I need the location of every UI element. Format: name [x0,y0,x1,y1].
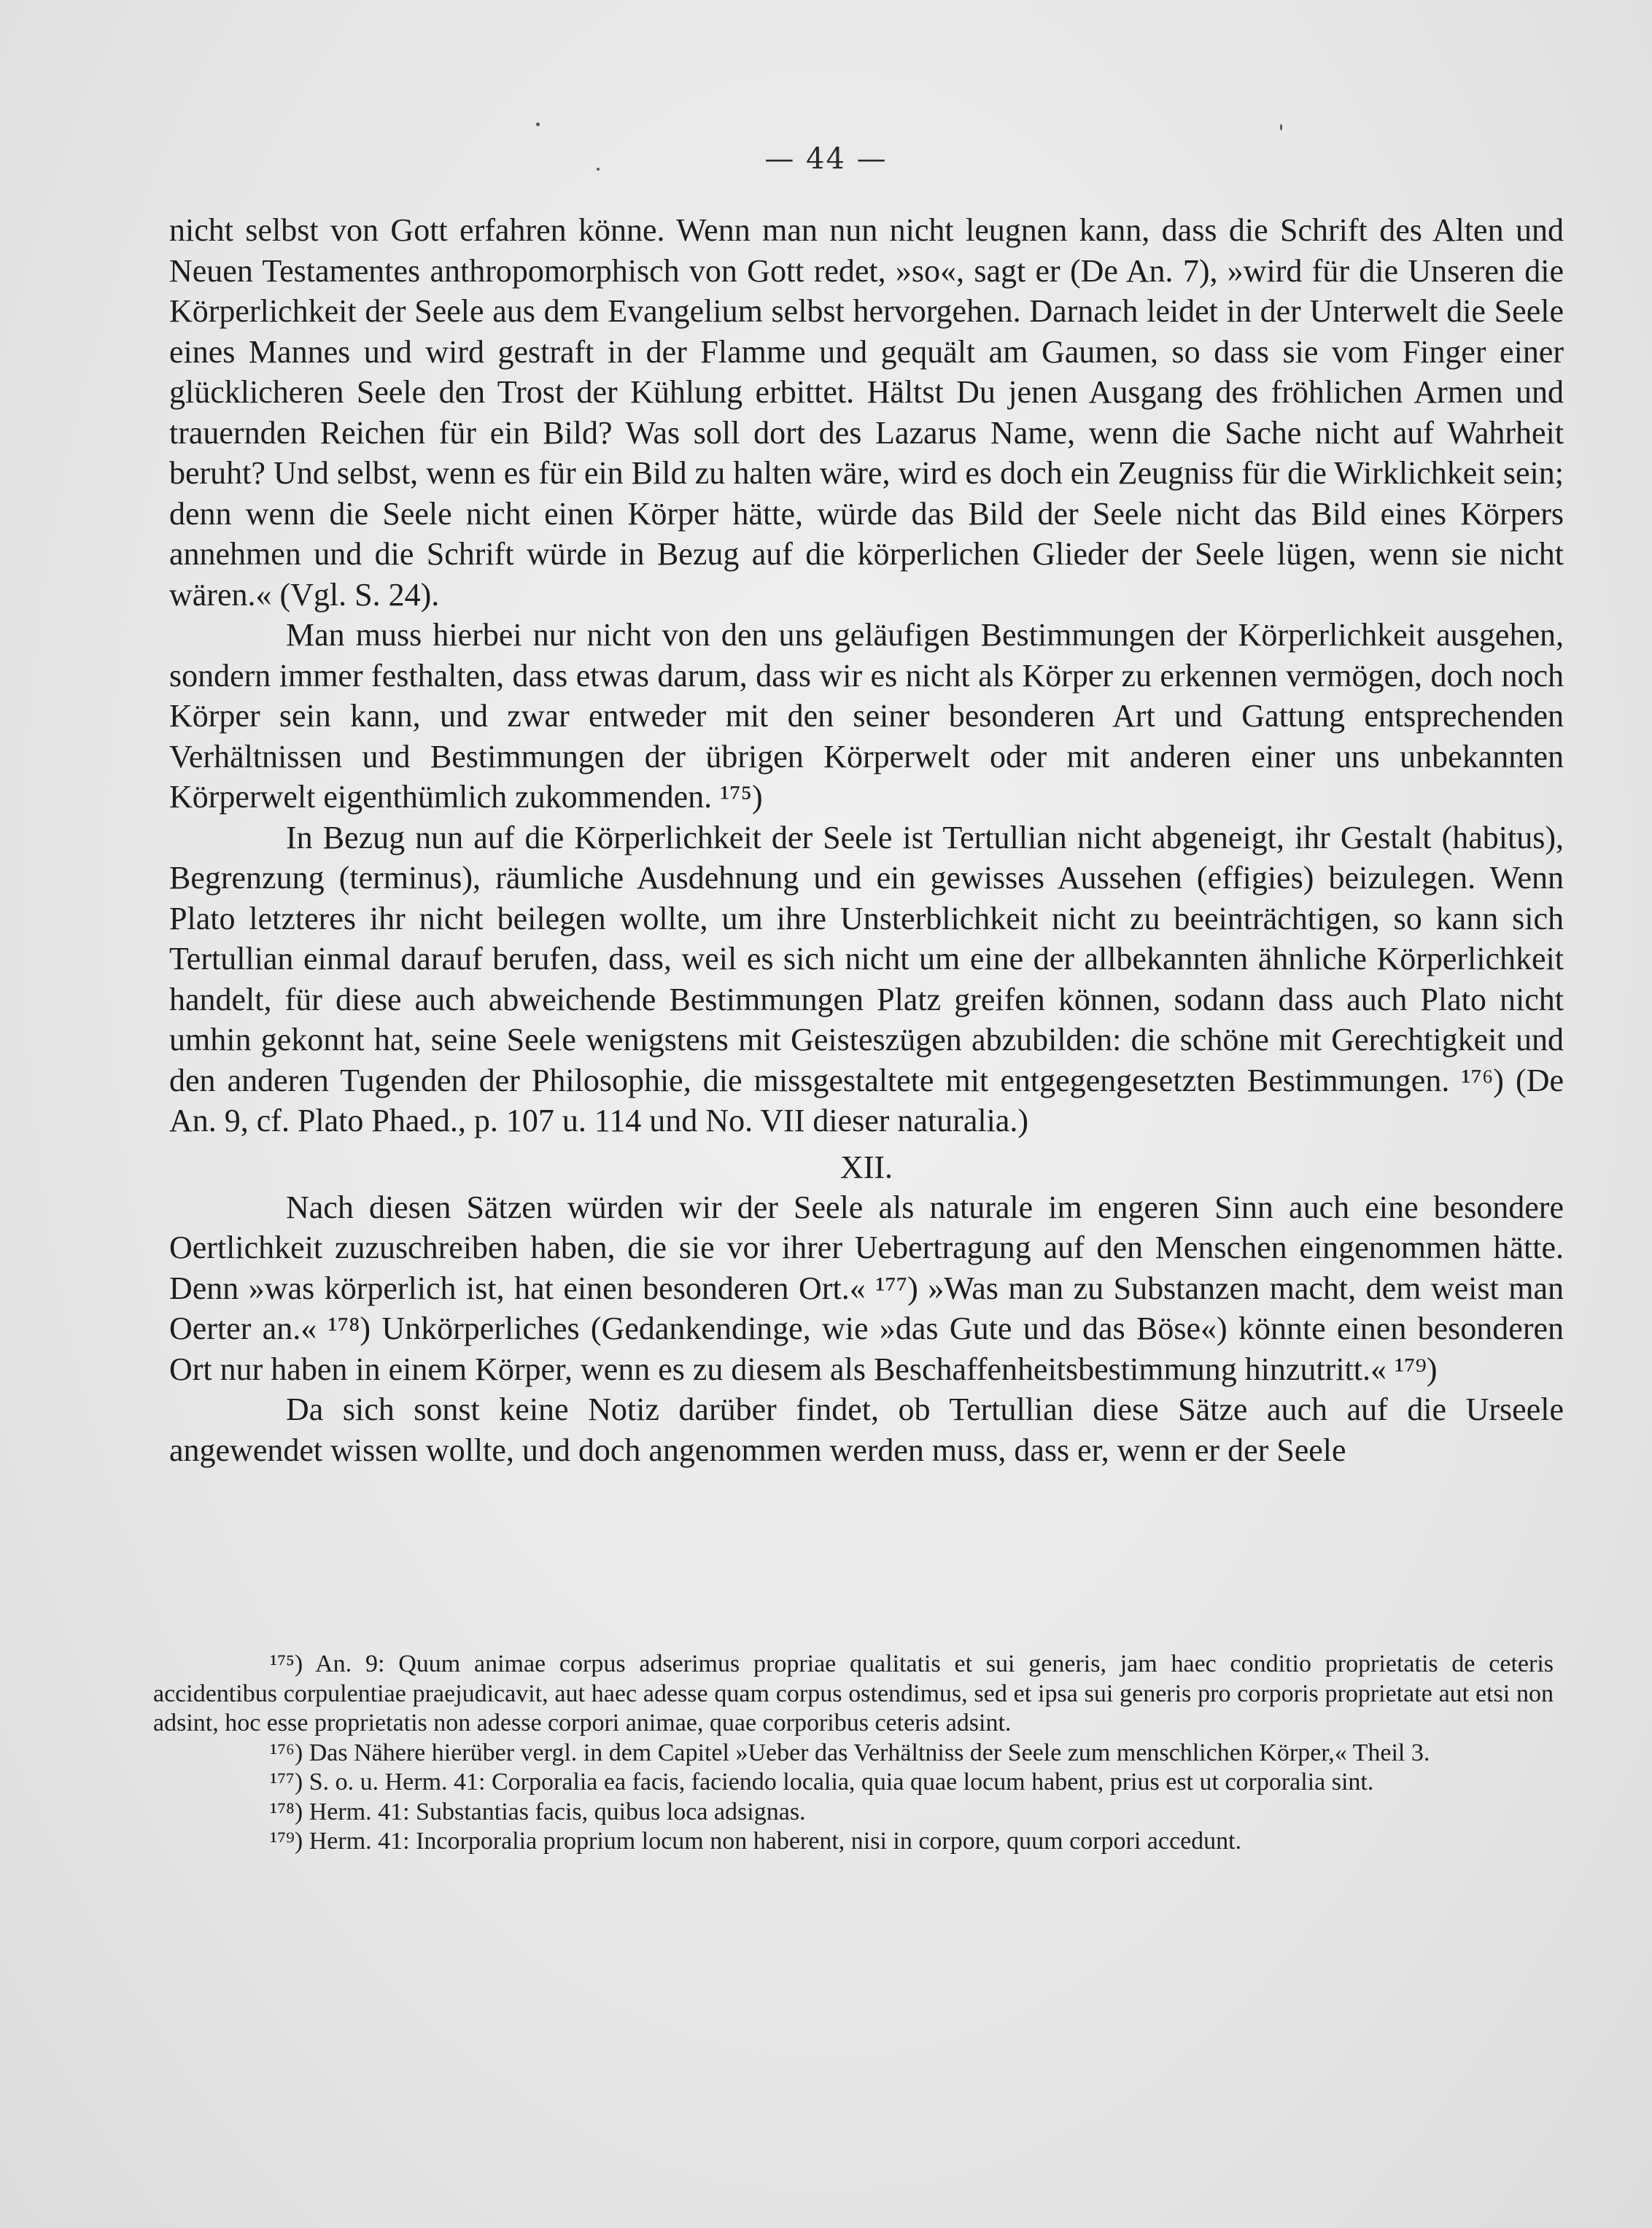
paper-speck [1280,124,1282,131]
paragraph: In Bezug nun auf die Körperlichkeit der Seele ist Tertullian nicht abgeneigt, ihr Gestalt (habitus), Begrenzung (terminus), räumliche Ausdehnung und ein gewisses Aussehen (effigies) beizulegen. Wenn Plato letzteres ihr nicht beilegen wollte, um ihre Unsterblichkeit nicht zu beeinträchtigen, so kann sich Tertullian einmal darauf berufen, dass, weil es sich nicht um eine der allbekannten ähnliche Körperlichkeit handelt, für diese auch abweichende Bestimmungen Platz greifen können, sodann dass auch Plato nicht umhin gekonnt hat, seine Seele wenigstens mit Geisteszügen abzubilden: die schöne mit Gerechtigkeit und den anderen Tugenden der Philosophie, die missgestaltete mit entgegengesetzten Bestimmungen. ¹⁷⁶) (De An. 9, cf. Plato Phaed., p. 107 u. 114 und No. VII dieser naturalia.) [169,819,1564,1138]
paragraph: nicht selbst von Gott erfahren könne. Wenn man nun nicht leugnen kann, dass die Schrift des Alten und Neuen Testamentes anthropomorphisch von Gott redet, »so«, sagt er (De An. 7), »wird für die Unseren die Körperlichkeit der Seele aus dem Evangelium selbst hervorgehen. Darnach leidet in der Unterwelt die Seele eines Mannes und wird gestraft in der Flamme und gequält am Gaumen, so dass sie vom Finger einer glücklicheren Seele den Trost der Kühlung erbittet. Hältst Du jenen Ausgang des fröhlichen Armen und trauernden Reichen für ein Bild? Was soll dort des Lazarus Name, wenn die Sache nicht auf Wahrheit beruht? Und selbst, wenn es für ein Bild zu halten wäre, wird es doch ein Zeugniss für die Wirklichkeit sein; denn wenn die Seele nicht einen Körper hätte, würde das Bild der Seele nicht das Bild eines Körpers annehmen und die Schrift würde in Bezug auf die körperlichen Glieder der Seele lügen, wenn sie nicht wären.« (Vgl. S. 24). [169,212,1564,613]
footnote-179: ¹⁷⁹) Herm. 41: Incorporalia proprium locum non haberent, nisi in corpore, quum corpori accedunt. [270,1828,1242,1855]
footnotes [153,1650,1554,1857]
paragraph: Da sich sonst keine Notiz darüber findet, ob Tertullian diese Sätze auch auf die Urseele angewendet wissen wollte, und doch angenommen werden muss, dass er, wenn er der Seele [169,1391,1564,1468]
paragraph: Man muss hierbei nur nicht von den uns geläufigen Bestimmungen der Körperlichkeit ausgehen, sondern immer festhalten, dass etwas darum, dass wir es nicht als Körper zu erkennen vermögen, doch noch Körper sein kann, und zwar entweder mit den seiner besonderen Art und Gattung entsprechenden Verhältnissen und Bestimmungen der übrigen Körperwelt oder mit anderen einer uns unbekannten Körperwelt eigenthümlich zukommenden. ¹⁷⁵) [169,617,1564,815]
page-number: — 44 — [764,142,888,176]
paragraph: Nach diesen Sätzen würden wir der Seele als naturale im engeren Sinn auch eine besondere Oertlichkeit zuzuschreiben haben, die sie vor ihrer Uebertragung auf den Menschen eingenommen hätte. Denn »was körperlich ist, hat einen besonderen Ort.« ¹⁷⁷) »Was man zu Substanzen macht, dem weist man Oerter an.« ¹⁷⁸) Unkörperliches (Gedankendinge, wie »das Gute und das Böse«) könnte einen besonderen Ort nur haben in einem Körper, wenn es zu diesem als Beschaffenheitsbestimmung hinzutritt.« ¹⁷⁹) [169,1189,1564,1387]
footnote-178: ¹⁷⁸) Herm. 41: Substantias facis, quibus loca adsignas. [270,1798,806,1825]
body-text [169,210,1564,1470]
paper-speck [536,123,540,126]
footnote-177: ¹⁷⁷) S. o. u. Herm. 41: Corporalia ea facis, faciendo localia, quia quae locum habent, prius est ut corporalia sint. [270,1769,1374,1796]
section-heading: XII. [839,1149,893,1185]
footnote-176: ¹⁷⁶) Das Nähere hierüber vergl. in dem Capitel »Ueber das Verhältniss der Seele zum menschlichen Körper,« Theil 3. [270,1739,1430,1766]
footnote-175: ¹⁷⁵) An. 9: Quum animae corpus adserimus propriae qualitatis et sui generis, jam haec conditio proprietatis de ceteris accidentibus corpulentiae praejudicavit, aut haec adesse quam corpus ostendimus, sed et ipsa sui generis pro corporis proprietate aut etsi non adsint, hoc esse proprietatis non adesse corpori animae, quae corporibus ceteris adsint. [153,1650,1554,1736]
